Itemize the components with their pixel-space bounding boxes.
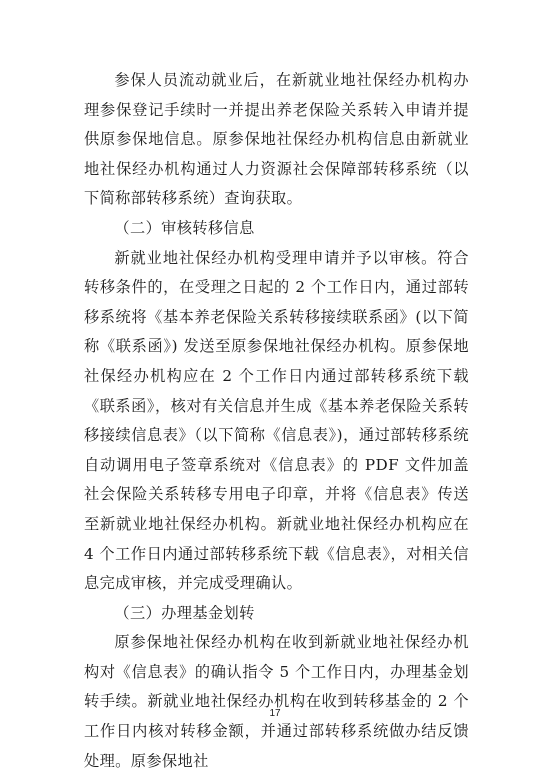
paragraph-1: 参保人员流动就业后，在新就业地社保经办机构办理参保登记手续时一并提出养老保险关系转入申请并提供原参保地信息。原参保地社保经办机构信息由新就业地社保经办机构通过人力资源社会保障部转移系统（以下简称部转移系统）查询获取。 (84, 71, 469, 208)
section-heading-3: （三）办理基金划转 (114, 603, 255, 622)
body-text (84, 66, 469, 776)
page-number: 17 (269, 708, 281, 719)
section-heading-2: （二）审核转移信息 (114, 218, 255, 237)
paragraph-2: 新就业地社保经办机构受理申请并予以审核。符合转移条件的，在受理之日起的 2 个工作日内，通过部转移系统将《基本养老保险关系转移接续联系函》(以下简称《联系函》) 发送至原参保地社保经办机构。原参保地社保经办机构应在 2 个工作日内通过部转移系统下载《联系函》，核对有关信息并生成《基本养老保险关系转移接续信息表》（以下简称《信息表》)，通过部转移系统自动调用电子签章系统对《信息表》的 PDF 文件加盖社会保险关系转移专用电子印章，并将《信息表》传送至新就业地社保经办机构。新就业地社保经办机构应在 4 个工作日内通过部转移系统下载《信息表》，对相关信息完成审核，并完成受理确认。 (84, 248, 469, 593)
paragraph-3: 原参保地社保经办机构在收到新就业地社保经办机构对《信息表》的确认指令 5 个工作日内，办理基金划转手续。新就业地社保经办机构在收到转移基金的 2 个工作日内核对转移金额，并通过部转移系统做办结反馈处理。原参保地社 (84, 633, 469, 770)
